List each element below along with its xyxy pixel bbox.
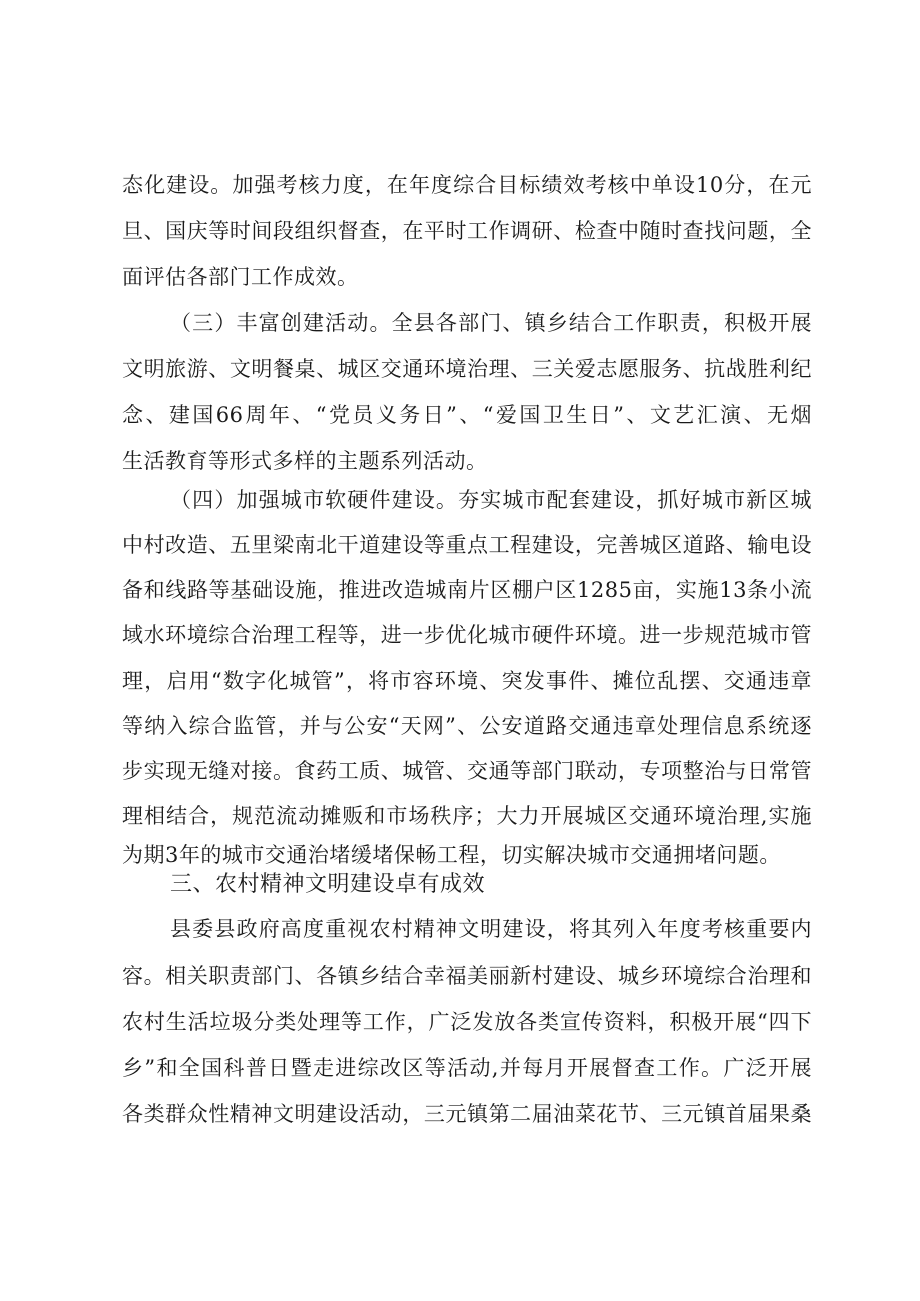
para1-line-1: 态化建设。加强考核力度，在年度综合目标绩效考核中单设10分，在元 xyxy=(122,173,812,197)
para2-line-1: （三）丰富创建活动。全县各部门、镇乡结合工作职责，积极开展 xyxy=(170,311,812,335)
para4-line-4: 乡”和全国科普日暨走进综改区等活动,并每月开展督查工作。广泛开展 xyxy=(122,1056,812,1080)
para4-line-3: 农村生活垃圾分类处理等工作，广泛发放各类宣传资料，积极开展“四下 xyxy=(122,1010,812,1034)
para3-line-5: 理，启用“数字化城管”，将市容环境、突发事件、摊位乱摆、交通违章 xyxy=(122,669,812,693)
para2-line-2: 文明旅游、文明餐桌、城区交通环境治理、三关爱志愿服务、抗战胜利纪 xyxy=(122,357,812,381)
para3-line-1: （四）加强城市软硬件建设。夯实城市配套建设，抓好城市新区城 xyxy=(170,488,812,512)
para3-line-4: 域水环境综合治理工程等，进一步优化城市硬件环境。进一步规范城市管 xyxy=(122,623,812,647)
para4-line-2: 容。相关职责部门、各镇乡结合幸福美丽新村建设、城乡环境综合治理和 xyxy=(122,964,812,988)
para4-line-5: 各类群众性精神文明建设活动，三元镇第二届油菜花节、三元镇首届果桑 xyxy=(122,1102,812,1126)
para3-line-3: 备和线路等基础设施，推进改造城南片区棚户区1285亩，实施13条小流 xyxy=(122,578,812,602)
para2-line-4: 生活教育等形式多样的主题系列活动。 xyxy=(122,449,488,473)
para1-line-2: 旦、国庆等时间段组织督查，在平时工作调研、检查中随时查找问题，全 xyxy=(122,219,812,243)
section-heading: 三、农村精神文明建设卓有成效 xyxy=(170,872,486,897)
para3-line-8: 理相结合，规范流动摊贩和市场秩序；大力开展城区交通环境治理,实施 xyxy=(122,804,812,828)
para4-line-1: 县委县政府高度重视农村精神文明建设，将其列入年度考核重要内 xyxy=(170,917,812,941)
para3-line-7: 步实现无缝对接。食药工质、城管、交通等部门联动，专项整治与日常管 xyxy=(122,759,812,783)
para3-line-6: 等纳入综合监管，并与公安“天网”、公安道路交通违章处理信息系统逐 xyxy=(122,714,812,738)
para3-line-9: 为期3年的城市交通治堵缓堵保畅工程，切实解决城市交通拥堵问题。 xyxy=(122,843,781,867)
para1-line-3: 面评估各部门工作成效。 xyxy=(122,265,359,289)
para3-line-2: 中村改造、五里梁南北干道建设等重点工程建设，完善城区道路、输电设 xyxy=(122,533,812,557)
para2-line-3: 念、建国66周年、“党员义务日”、“爱国卫生日”、文艺汇演、无烟 xyxy=(122,403,812,427)
